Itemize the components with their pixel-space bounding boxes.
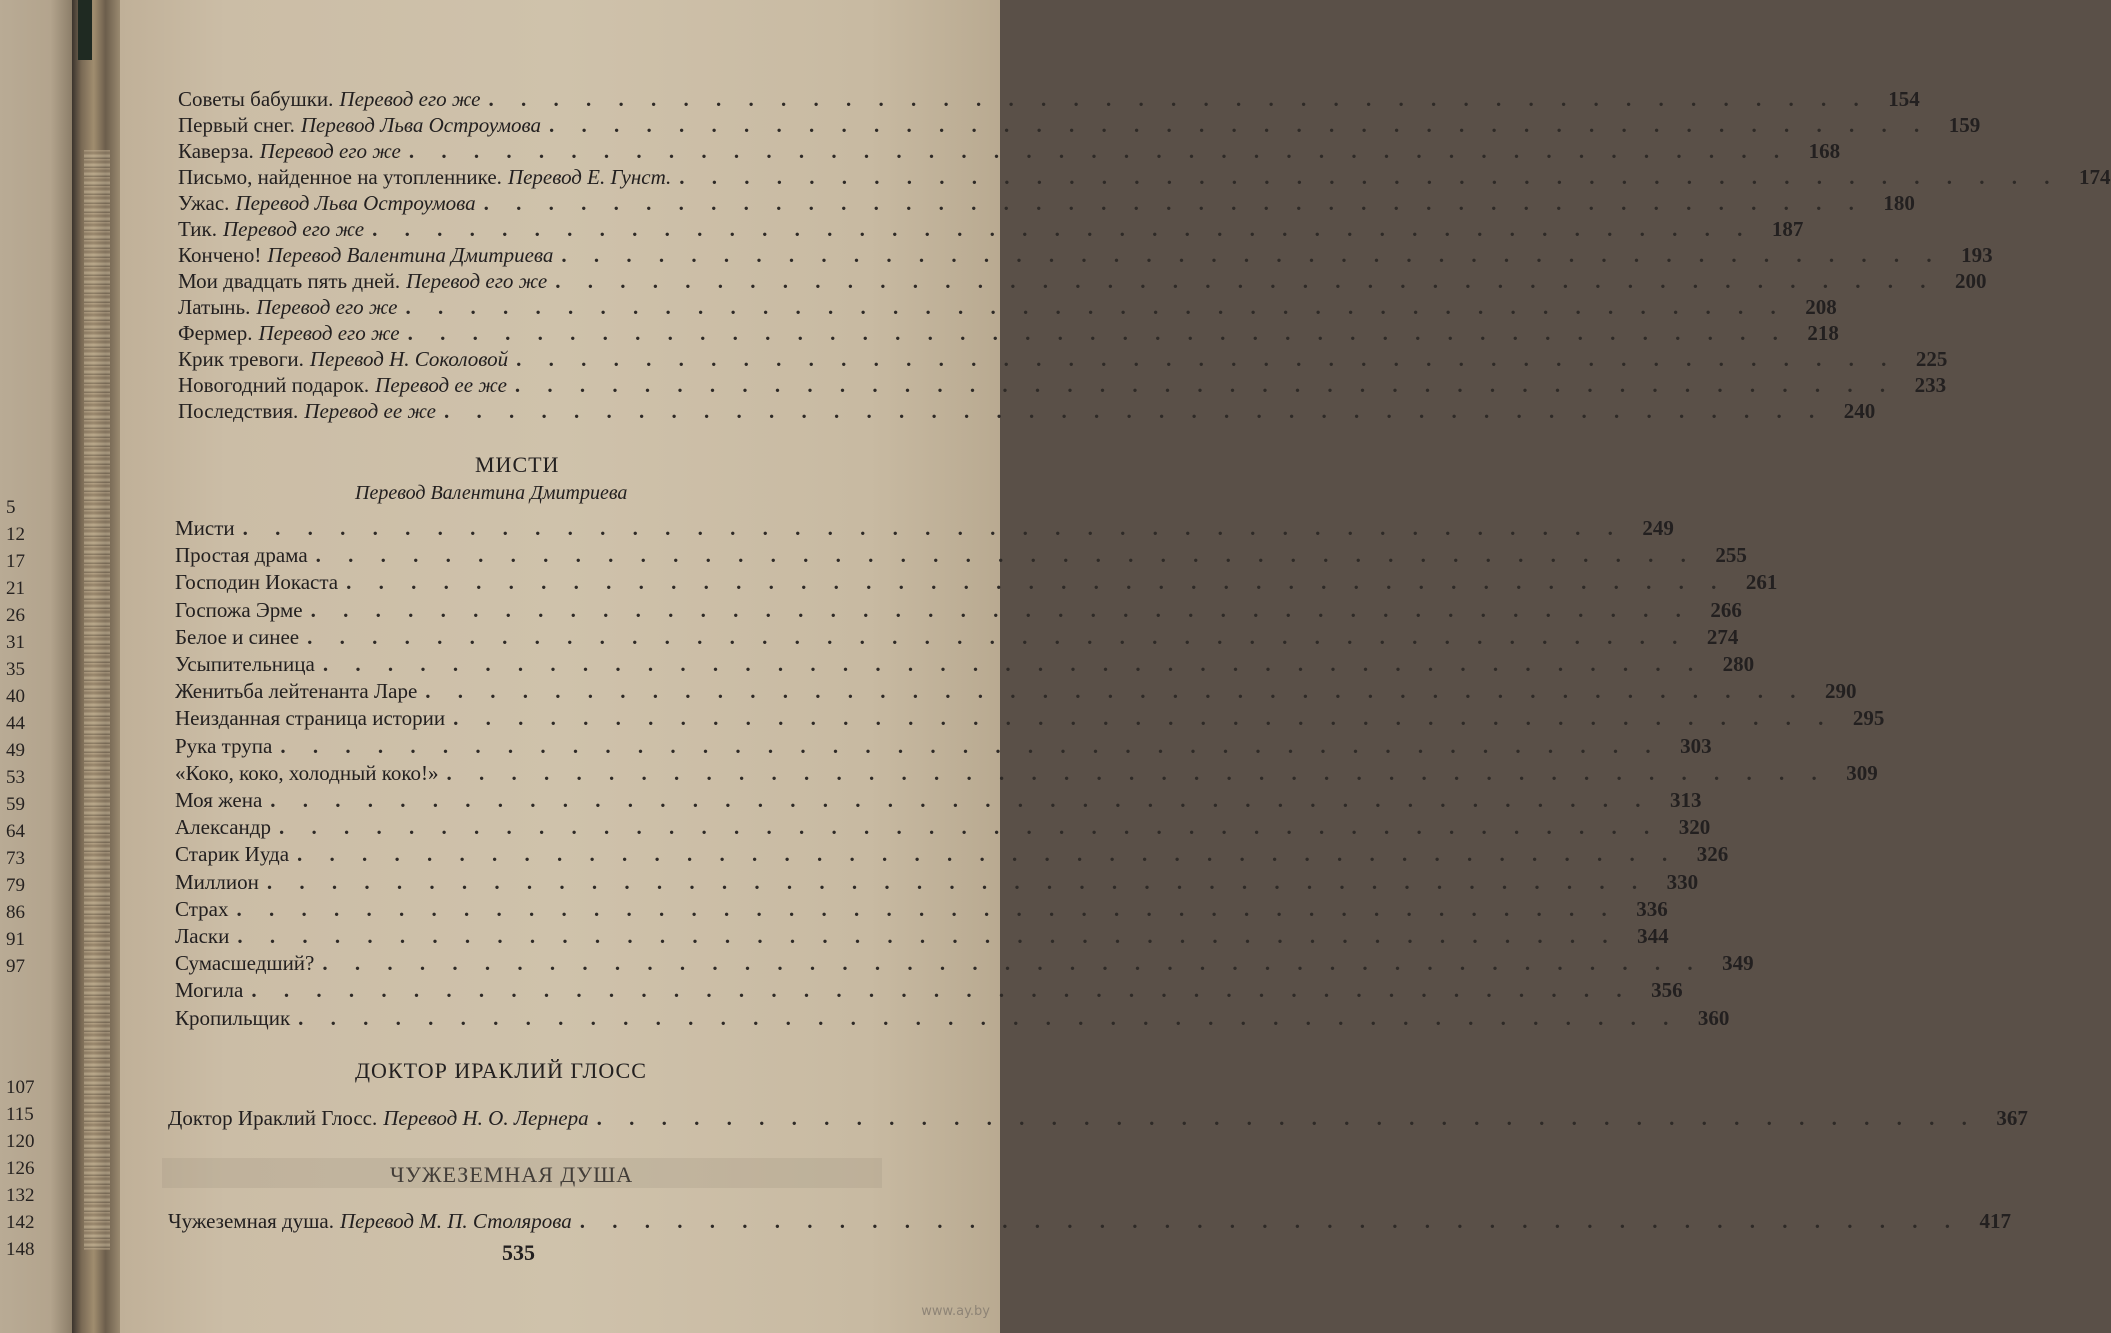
entry-page-number: 240 (1843, 399, 1876, 423)
left-page-fragment (0, 0, 72, 1333)
entry-title: Простая драма (175, 543, 308, 568)
left-page-number: 17 (6, 551, 25, 572)
entry-title: Чужеземная душа. (168, 1209, 334, 1233)
dot-leader: . . . . . . . . . . . . . . . . . . . . . . . . . . . . . . . . . . . . . . . . . . . (322, 652, 1705, 676)
dot-leader: . . . . . . . . . . . . . . . . . . . . . . . . . . . . . . . . . . . . . . . . . . . (266, 869, 1649, 894)
dot-leader: . . . . . . . . . . . . . . . . . . . . . . . . . . . . . . . . . . . . . . . . . . . (372, 217, 1754, 241)
left-page-number: 115 (6, 1104, 34, 1125)
dot-leader: . . . . . . . . . . . . . . . . . . . . . . . . . . . . . . . . . . . . . . . . . . . (297, 842, 1679, 867)
entry-title: Белое и синее (175, 624, 300, 649)
dot-leader: . . . . . . . . . . . . . . . . . . . . . . . . . . . . . . . . . . . . . . . . . . . (444, 399, 1826, 423)
entry-title: Фермер. (178, 321, 253, 345)
table-of-contents (120, 0, 2111, 1333)
entry-title: Доктор Ираклий Глосс. (168, 1106, 378, 1130)
dot-leader: . . . . . . . . . . . . . . . . . . . . . . . . . . . . . . . . . . . . . . . . . . . (408, 139, 1791, 163)
toc-entry (175, 515, 1674, 541)
toc-entry (178, 346, 1948, 372)
toc-entry (175, 1005, 1730, 1031)
dot-leader: . . . . . . . . . . . . . . . . . . . . . . . . . . . . . . . . . . . . . . . . . . . (579, 1209, 1961, 1233)
toc-entry (178, 294, 1837, 320)
entry-page-number: 249 (1642, 516, 1674, 540)
entry-page-number: 417 (1979, 1209, 2011, 1233)
dot-leader: . . . . . . . . . . . . . . . . . . . . . . . . . . . . . . . . . . . . . . . . . . . (237, 924, 1619, 948)
entry-title: «Коко, коко, холодный коко!» (175, 760, 439, 785)
dot-leader: . . . . . . . . . . . . . . . . . . . . . . . . . . . . . . . . . . . . . . . . . . . (315, 543, 1697, 568)
entry-translator: Перевод ее же (304, 399, 436, 423)
entry-title: Миллион (175, 869, 259, 894)
dot-leader: . . . . . . . . . . . . . . . . . . . . . . . . . . . . . . . . . . . . . . . . . . . (596, 1106, 1978, 1130)
entry-page-number: 174 (2079, 165, 2111, 189)
entry-page-number: 187 (1771, 217, 1804, 241)
entry-translator: Перевод Н. О. Лернера (383, 1106, 589, 1130)
entry-translator: Перевод его же (339, 87, 481, 111)
dot-leader: . . . . . . . . . . . . . . . . . . . . . . . . . . . . . . . . . . . . . . . . . . . (270, 788, 1652, 812)
entry-page-number: 320 (1678, 815, 1711, 840)
left-page-number: 79 (6, 875, 25, 896)
toc-entry (168, 1105, 2028, 1131)
dot-leader: . . . . . . . . . . . . . . . . . . . . . . . . . . . . . . . . . . . . . . . . . . . (242, 516, 1624, 540)
entry-title: Тик. (178, 217, 217, 241)
left-page-number: 40 (6, 686, 25, 707)
entry-title: Рука трупа (175, 733, 273, 758)
left-page-number: 5 (6, 497, 16, 518)
book-spine (72, 0, 120, 1333)
toc-entry (175, 542, 1747, 568)
entry-translator: Перевод его же (406, 269, 548, 293)
entry-translator: Перевод его же (259, 139, 401, 163)
entry-page-number: 154 (1888, 87, 1920, 111)
section-title-misti: МИСТИ (475, 452, 560, 477)
toc-entry (178, 112, 1981, 138)
entry-title: Старик Иуда (175, 842, 290, 867)
section-title-gloss: ДОКТОР ИРАКЛИЙ ГЛОСС (355, 1058, 647, 1083)
entry-title: Усыпительница (175, 652, 315, 676)
entry-title: Латынь. (178, 295, 251, 319)
toc-entry (178, 268, 1987, 294)
entry-title: Страх (175, 896, 229, 921)
entry-title: Последствия. (178, 399, 299, 423)
left-page-number: 21 (6, 578, 25, 599)
left-page-number: 49 (6, 740, 25, 761)
left-page-number: 107 (6, 1077, 35, 1098)
entry-page-number: 193 (1961, 243, 1993, 267)
toc-entry (175, 896, 1668, 922)
entry-page-number: 218 (1807, 321, 1839, 345)
dot-leader: . . . . . . . . . . . . . . . . . . . . . . . . . . . . . . . . . . . . . . . . . . . (307, 624, 1689, 649)
entry-translator: Перевод Льва Остроумова (235, 191, 476, 215)
dot-leader: . . . . . . . . . . . . . . . . . . . . . . . . . . . . . . . . . . . . . . . . . . . (555, 269, 1937, 293)
toc-entry (175, 869, 1699, 895)
watermark: www.ay.by (921, 1304, 990, 1319)
left-page-number: 91 (6, 929, 25, 950)
toc-entry (175, 787, 1702, 813)
entry-title: Советы бабушки. (178, 87, 334, 111)
toc-entry (175, 950, 1754, 976)
entry-title: Моя жена (175, 788, 263, 812)
entry-title: Мои двадцать пять дней. (178, 269, 401, 293)
dot-leader: . . . . . . . . . . . . . . . . . . . . . . . . . . . . . . . . . . . . . . . . . . . (483, 191, 1865, 215)
left-page-number: 148 (6, 1239, 35, 1260)
dot-leader: . . . . . . . . . . . . . . . . . . . . . . . . . . . . . . . . . . . . . . . . . . . (488, 87, 1870, 111)
frayed-binding (84, 150, 110, 1250)
dot-leader: . . . . . . . . . . . . . . . . . . . . . . . . . . . . . . . . . . . . . . . . . . . (298, 1005, 1680, 1030)
toc-entry (168, 1208, 2011, 1234)
left-page-number: 126 (6, 1158, 35, 1179)
entry-translator: Перевод Е. Гунст. (507, 165, 672, 189)
entry-page-number: 274 (1706, 624, 1739, 649)
entry-title: Новогодний подарок. (178, 373, 370, 397)
toc-entry (178, 398, 1876, 424)
entry-translator: Перевод его же (223, 217, 365, 241)
dot-leader: . . . . . . . . . . . . . . . . . . . . . . . . . . . . . . . . . . . . . . . . . . . (446, 760, 1828, 785)
toc-entry (178, 242, 1993, 268)
left-page-number: 142 (6, 1212, 35, 1233)
entry-page-number: 360 (1697, 1005, 1730, 1030)
toc-entry (175, 705, 1885, 731)
left-page-number: 59 (6, 794, 25, 815)
entry-title: Ужас. (178, 191, 230, 215)
dot-leader: . . . . . . . . . . . . . . . . . . . . . . . . . . . . . . . . . . . . . . . . . . . (280, 733, 1662, 758)
entry-title: Кропильщик (175, 1005, 291, 1030)
toc-entry (178, 372, 1947, 398)
entry-title: Неизданная страница истории (175, 706, 446, 731)
toc-entry (175, 977, 1683, 1003)
left-page-number: 53 (6, 767, 25, 788)
dot-leader: . . . . . . . . . . . . . . . . . . . . . . . . . . . . . . . . . . . . . . . . . . . (453, 706, 1835, 731)
left-page-number: 44 (6, 713, 25, 734)
entry-translator: Перевод его же (256, 295, 398, 319)
dot-leader: . . . . . . . . . . . . . . . . . . . . . . . . . . . . . . . . . . . . . . . . . . . (251, 978, 1633, 1003)
toc-entry (175, 733, 1712, 759)
toc-entry (175, 678, 1857, 704)
entry-page-number: 303 (1680, 733, 1712, 758)
right-page (120, 0, 2111, 1333)
entry-translator: Перевод М. П. Столярова (339, 1209, 572, 1233)
entry-page-number: 295 (1852, 706, 1885, 731)
left-page-number: 31 (6, 632, 25, 653)
entry-title: Могила (175, 978, 244, 1003)
left-page-number: 35 (6, 659, 25, 680)
entry-page-number: 225 (1915, 347, 1948, 371)
entry-title: Женитьба лейтенанта Ларе (175, 679, 418, 704)
entry-title: Мисти (175, 516, 235, 540)
toc-entry (178, 320, 1839, 346)
dot-leader: . . . . . . . . . . . . . . . . . . . . . . . . . . . . . . . . . . . . . . . . . . . (514, 373, 1897, 397)
toc-entry (175, 597, 1742, 623)
toc-entry (175, 814, 1711, 840)
toc-entry (178, 190, 1915, 216)
dot-leader: . . . . . . . . . . . . . . . . . . . . . . . . . . . . . . . . . . . . . . . . . . . (236, 896, 1618, 921)
dot-leader: . . . . . . . . . . . . . . . . . . . . . . . . . . . . . . . . . . . . . . . . . . . (346, 570, 1728, 595)
left-page-number: 97 (6, 956, 25, 977)
toc-entry (178, 138, 1841, 164)
entry-page-number: 280 (1722, 652, 1755, 676)
left-page-number: 73 (6, 848, 25, 869)
page-stain (162, 1158, 882, 1188)
entry-page-number: 367 (1996, 1106, 2028, 1130)
entry-title: Кончено! (178, 243, 262, 267)
toc-entry (178, 164, 2111, 190)
entry-translator: Перевод Н. Соколовой (309, 347, 509, 371)
dot-leader: . . . . . . . . . . . . . . . . . . . . . . . . . . . . . . . . . . . . . . . . . . . (425, 679, 1807, 704)
dot-leader: . . . . . . . . . . . . . . . . . . . . . . . . . . . . . . . . . . . . . . . . . . . (407, 321, 1789, 345)
entry-page-number: 313 (1670, 788, 1702, 812)
entry-page-number: 344 (1637, 924, 1669, 948)
toc-entry (175, 651, 1755, 677)
left-page-number: 86 (6, 902, 25, 923)
entry-page-number: 200 (1954, 269, 1987, 293)
dot-leader: . . . . . . . . . . . . . . . . . . . . . . . . . . . . . . . . . . . . . . . . . . . (516, 347, 1898, 371)
toc-entry (175, 624, 1739, 650)
dot-leader: . . . . . . . . . . . . . . . . . . . . . . . . . . . . . . . . . . . . . . . . . . . (679, 165, 2061, 189)
entry-page-number: 330 (1666, 869, 1699, 894)
toc-entry (175, 841, 1729, 867)
toc-entry (175, 569, 1778, 595)
entry-translator: Перевод Валентина Дмитриева (267, 243, 554, 267)
entry-translator: Перевод ее же (375, 373, 507, 397)
section-subtitle-misti: Перевод Валентина Дмитриева (355, 482, 628, 504)
left-page-number: 132 (6, 1185, 35, 1206)
entry-title: Госпожа Эрме (175, 597, 303, 622)
entry-title: Первый снег. (178, 113, 295, 137)
entry-translator: Перевод его же (258, 321, 400, 345)
entry-page-number: 336 (1636, 896, 1668, 921)
left-page-number: 64 (6, 821, 25, 842)
toc-entry (175, 760, 1878, 786)
dot-leader: . . . . . . . . . . . . . . . . . . . . . . . . . . . . . . . . . . . . . . . . . . . (322, 951, 1704, 976)
entry-page-number: 326 (1696, 842, 1729, 867)
entry-page-number: 290 (1825, 679, 1857, 704)
dot-leader: . . . . . . . . . . . . . . . . . . . . . . . . . . . . . . . . . . . . . . . . . . . (405, 295, 1787, 319)
entry-page-number: 233 (1914, 373, 1947, 397)
dot-leader: . . . . . . . . . . . . . . . . . . . . . . . . . . . . . . . . . . . . . . . . . . . (278, 815, 1661, 840)
entry-page-number: 266 (1710, 597, 1742, 622)
toc-entry (178, 86, 1920, 112)
left-page-number: 26 (6, 605, 25, 626)
entry-translator: Перевод Льва Остроумова (300, 113, 542, 137)
entry-page-number: 168 (1808, 139, 1841, 163)
dot-leader: . . . . . . . . . . . . . . . . . . . . . . . . . . . . . . . . . . . . . . . . . . . (310, 597, 1692, 622)
entry-page-number: 208 (1805, 295, 1837, 319)
toc-entry (178, 216, 1804, 242)
binding-thread (78, 0, 92, 60)
entry-title: Письмо, найденное на утопленнике. (178, 165, 502, 189)
entry-title: Крик тревоги. (178, 347, 304, 371)
entry-page-number: 349 (1722, 951, 1754, 976)
entry-page-number: 261 (1745, 570, 1778, 595)
entry-page-number: 180 (1883, 191, 1915, 215)
entry-page-number: 159 (1948, 113, 1981, 137)
section-title-soul: ЧУЖЕЗЕМНАЯ ДУША (390, 1162, 634, 1187)
dot-leader: . . . . . . . . . . . . . . . . . . . . . . . . . . . . . . . . . . . . . . . . . . . (549, 113, 1931, 137)
entry-page-number: 255 (1715, 543, 1747, 568)
toc-entry (175, 923, 1669, 949)
entry-page-number: 356 (1651, 978, 1683, 1003)
entry-title: Ласки (175, 924, 230, 948)
entry-title: Сумасшедший? (175, 951, 315, 976)
entry-title: Каверза. (178, 139, 254, 163)
page-number: 535 (502, 1240, 535, 1265)
entry-title: Господин Иокаста (175, 570, 339, 595)
entry-title: Александр (175, 815, 271, 840)
left-page-number: 120 (6, 1131, 35, 1152)
left-page-number: 12 (6, 524, 25, 545)
dot-leader: . . . . . . . . . . . . . . . . . . . . . . . . . . . . . . . . . . . . . . . . . . . (561, 243, 1943, 267)
entry-page-number: 309 (1846, 760, 1878, 785)
